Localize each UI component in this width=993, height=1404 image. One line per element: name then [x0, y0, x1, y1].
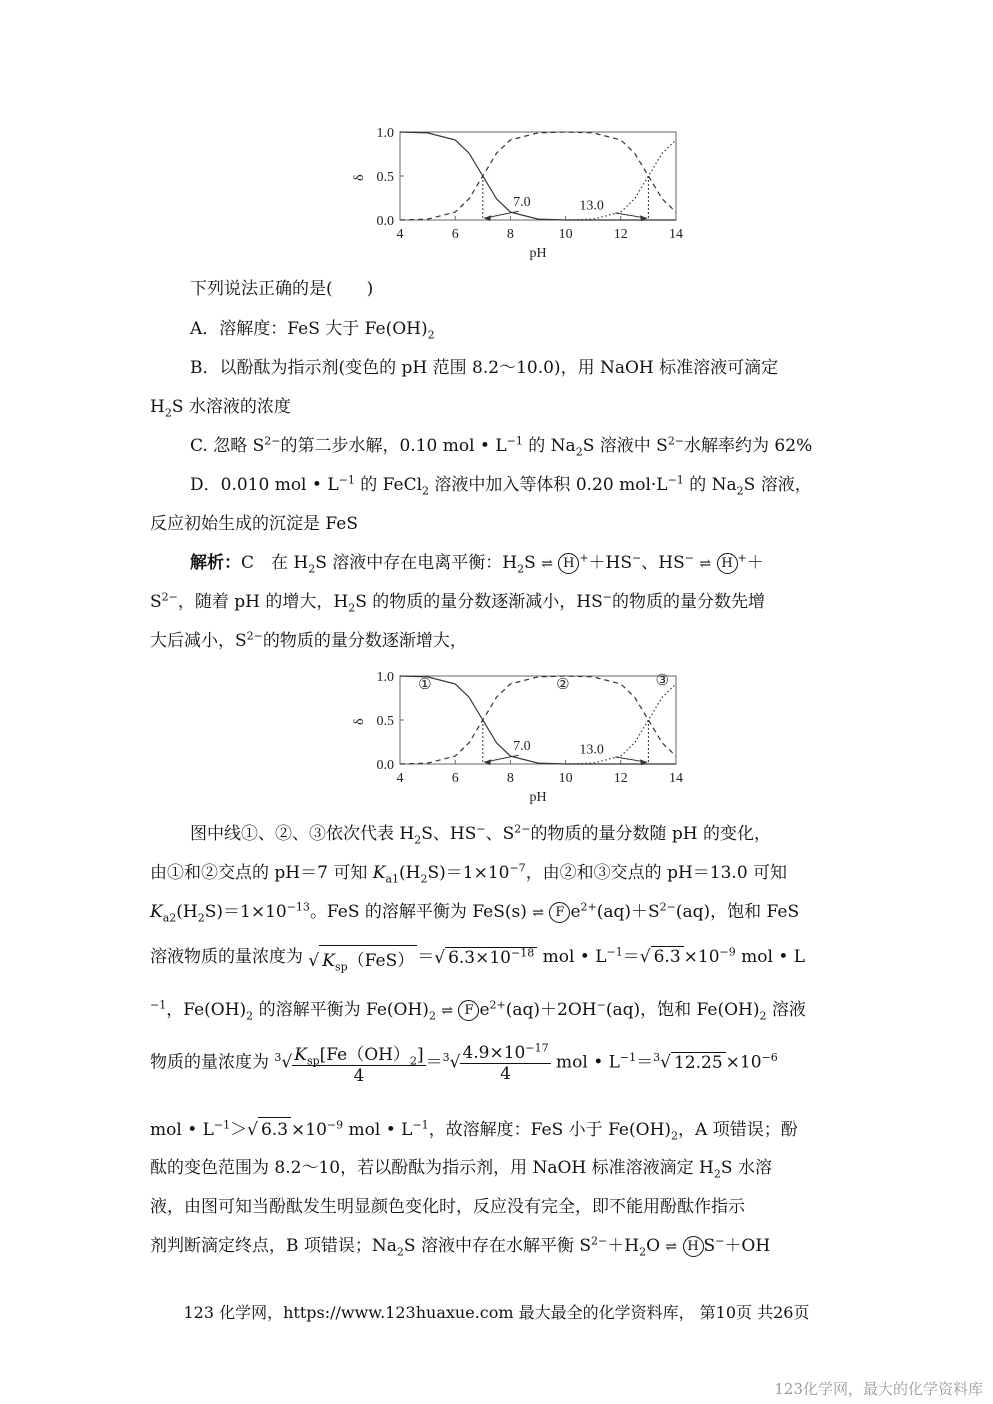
y-tick-label: 1.0 [376, 126, 394, 141]
y-tick-label: 0.0 [376, 758, 394, 773]
x-tick-label: 6 [451, 227, 459, 242]
analysis-line-6: $K_{a2}(H_2S)=1\times 10^{-13}$。FeS 的溶解平衡为 FeS(s) ⇌ F $e^{2+}(aq)+S^{2-}(aq)$，饱和 FeS [150, 900, 800, 925]
x-tick-label: 14 [669, 227, 683, 242]
option-d-line2: 反应初始生成的沉淀是 FeS [150, 514, 358, 534]
series-solid-line [400, 132, 676, 220]
y-tick-label: 0.5 [376, 714, 394, 729]
x-tick-label: 8 [506, 771, 514, 786]
x-tick-label: 4 [396, 771, 404, 786]
y-tick-label: 0.0 [376, 214, 394, 229]
x-tick-label: 14 [669, 771, 683, 786]
y-axis-label: δ [352, 718, 367, 725]
watermark: 123化学网，最大的化学资料库 [774, 1380, 983, 1398]
analysis-line-5: 由①和②交点的 pH＝7 可知 $K_{a1}(H_2S)=1\times 10^{-7}$，由②和③交点的 pH＝13.0 可知 [150, 861, 788, 886]
option-a: A．溶解度：FeS 大于 $Fe(OH)_2$ [190, 319, 435, 342]
curve-label-2: ② [556, 677, 570, 694]
distribution-chart-1 [350, 118, 700, 268]
option-c: C. 忽略 $S^{2-}$的第二步水解，0.10 mol • $L^{-1}$ 的 $Na_2S$ 溶液中 $S^{2-}$水解率约为 62% [190, 434, 813, 459]
analysis-line-10: mol • $L^{-1}>√$ $6.3 \times 10^{-9}$ mol • $L^{-1}$，故溶解度：FeS 小于 $Fe(OH)_2$，A 项错误；酚 [150, 1118, 798, 1143]
analysis-line-4: 图中线①、②、③依次代表 $H_2S$、HS−、$S^{2-}$的物质的量分数随 pH 的变化， [190, 822, 771, 847]
x-axis-label: pH [529, 246, 547, 261]
chart-2-svg [350, 662, 700, 812]
page-footer: 123 化学网，https://www.123huaxue.com 最大最全的化学资料库， 第10页 共26页 [183, 1303, 810, 1322]
annotation-7: 7.0 [513, 738, 531, 754]
option-b-line2: $H_2S$ 水溶液的浓度 [150, 397, 291, 420]
y-tick-label: 0.5 [376, 170, 394, 185]
analysis-line-3: 大后减小，$S^{2-}$的物质的量分数逐渐增大， [150, 629, 467, 651]
distribution-chart-2 [350, 662, 700, 812]
option-d-line1: D．0.010 mol • $L^{-1}$ 的 FeCl$_2$ 溶液中加入等体积 0.20 $mol\cdot L^{-1}$ 的 $Na_2S$ 溶液， [190, 473, 812, 498]
x-tick-label: 8 [506, 227, 514, 242]
x-tick-label: 12 [613, 771, 628, 786]
y-axis-label: δ [352, 174, 367, 181]
curve-label-1: ① [418, 677, 432, 694]
x-tick-label: 6 [451, 771, 459, 786]
x-tick-label: 10 [558, 227, 573, 242]
annotation-13: 13.0 [579, 198, 604, 214]
x-axis-label: pH [529, 790, 547, 805]
chart-1-svg [350, 118, 700, 268]
analysis-line-7: 溶液物质的量浓度为 √ $K_{sp}(FeS)$ ＝√ $6.3\times 10^{-18}$ mol • $L^{-1}=√$ $6.3 \times 10^{-9}$ mol • L [150, 945, 806, 973]
series-dashed-line [400, 676, 676, 764]
analysis-line-1: 解析：C 在 $H_2S$ 溶液中存在电离平衡：$H_2S$ ⇌ H +＋HS−、HS− ⇌ H +＋ [190, 551, 764, 576]
annotation-13: 13.0 [579, 742, 604, 758]
analysis-line-11: 酞的变色范围为 8.2～10，若以酚酞为指示剂，用 NaOH 标准溶液滴定 $H_2S$ 水溶 [150, 1158, 772, 1181]
series-dashed-line [400, 132, 676, 220]
x-tick-label: 12 [613, 227, 628, 242]
y-tick-label: 1.0 [376, 670, 394, 685]
plot-frame [400, 676, 676, 764]
plot-frame [400, 132, 676, 220]
question-stem: 下列说法正确的是( ) [190, 279, 374, 299]
analysis-line-8: $^{-1}$，$Fe(OH)_2$ 的溶解平衡为 $Fe(OH)_2$ ⇌ F $e^{2+}(aq)+2OH^-(aq)$，饱和 $Fe(OH)_2$ 溶液 [150, 998, 806, 1023]
analysis-line-2: $S^{2-}$，随着 pH 的增大，$H_2S$ 的物质的量分数逐渐减小，HS−的物质的量分数先增 [150, 590, 765, 615]
x-tick-label: 10 [558, 771, 573, 786]
option-b-line1: B．以酚酞为指示剂(变色的 pH 范围 8.2～10.0)，用 NaOH 标准溶液可滴定 [190, 358, 779, 378]
analysis-line-13: 剂判断滴定终点，B 项错误；$Na_2S$ 溶液中存在水解平衡 $S^{2-}+H_2O$ ⇌ H S−＋OH [150, 1234, 771, 1259]
analysis-line-9: 物质的量浓度为 $^3$√ $\frac{K_{sp}[Fe(OH)_2]}{4}$ ＝$^3$√ $\frac{4.9\times 10^{-17}}{4}$ mol • $L^{-1}=^3√$ $12.25 \times 10^{-6}$ [150, 1040, 778, 1086]
annotation-7: 7.0 [513, 194, 531, 210]
x-tick-label: 4 [396, 227, 404, 242]
series-solid-line [400, 676, 676, 764]
analysis-line-12: 液，由图可知当酚酞发生明显颜色变化时，反应没有完全，即不能用酚酞作指示 [150, 1197, 745, 1217]
curve-label-3: ③ [655, 672, 669, 689]
